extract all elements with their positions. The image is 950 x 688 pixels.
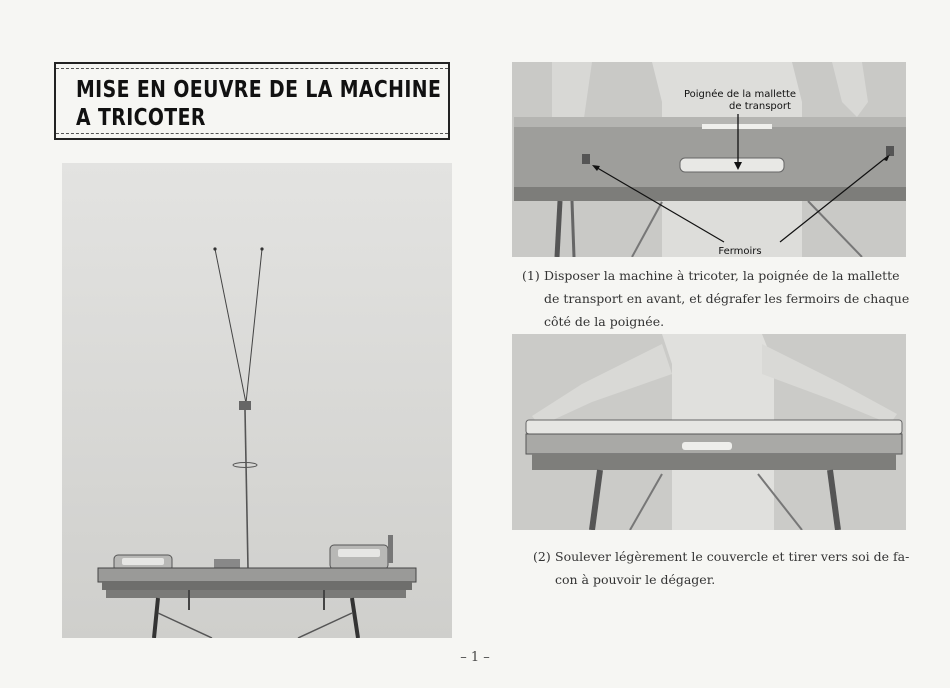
label-handle-line-2: de transport xyxy=(729,101,791,112)
caption-step-2 xyxy=(533,545,910,591)
caption-1-line-2: de transport en avant, et dégrafer les fermoirs de chaque xyxy=(544,291,910,306)
label-handle-line-1: Poignée de la mallette xyxy=(683,89,797,100)
caption-step-1 xyxy=(522,264,910,333)
knitting-machine-photo xyxy=(62,163,452,638)
label-clasps: Fermoirs xyxy=(718,246,762,257)
caption-1-line-3: côté de la poignée. xyxy=(544,314,665,329)
caption-2-line-1: Soulever légèrement le couvercle et tirer vers soi de fa- xyxy=(555,549,910,564)
title-line-2: A TRICOTER xyxy=(76,105,206,131)
carrying-case-photo xyxy=(512,62,906,257)
caption-1-number: (1) xyxy=(522,268,540,283)
caption-2-line-2: con à pouvoir le dégager. xyxy=(555,572,716,587)
section-title xyxy=(76,76,441,132)
page-number: – 1 – xyxy=(460,650,490,665)
title-line-1: MISE EN OEUVRE DE LA MACHINE xyxy=(76,77,442,103)
section-title-box xyxy=(54,62,450,140)
caption-1-line-1: Disposer la machine à tricoter, la poignée de la mallette xyxy=(544,268,900,283)
caption-2-number: (2) xyxy=(533,549,551,564)
lifting-cover-photo xyxy=(512,334,906,530)
